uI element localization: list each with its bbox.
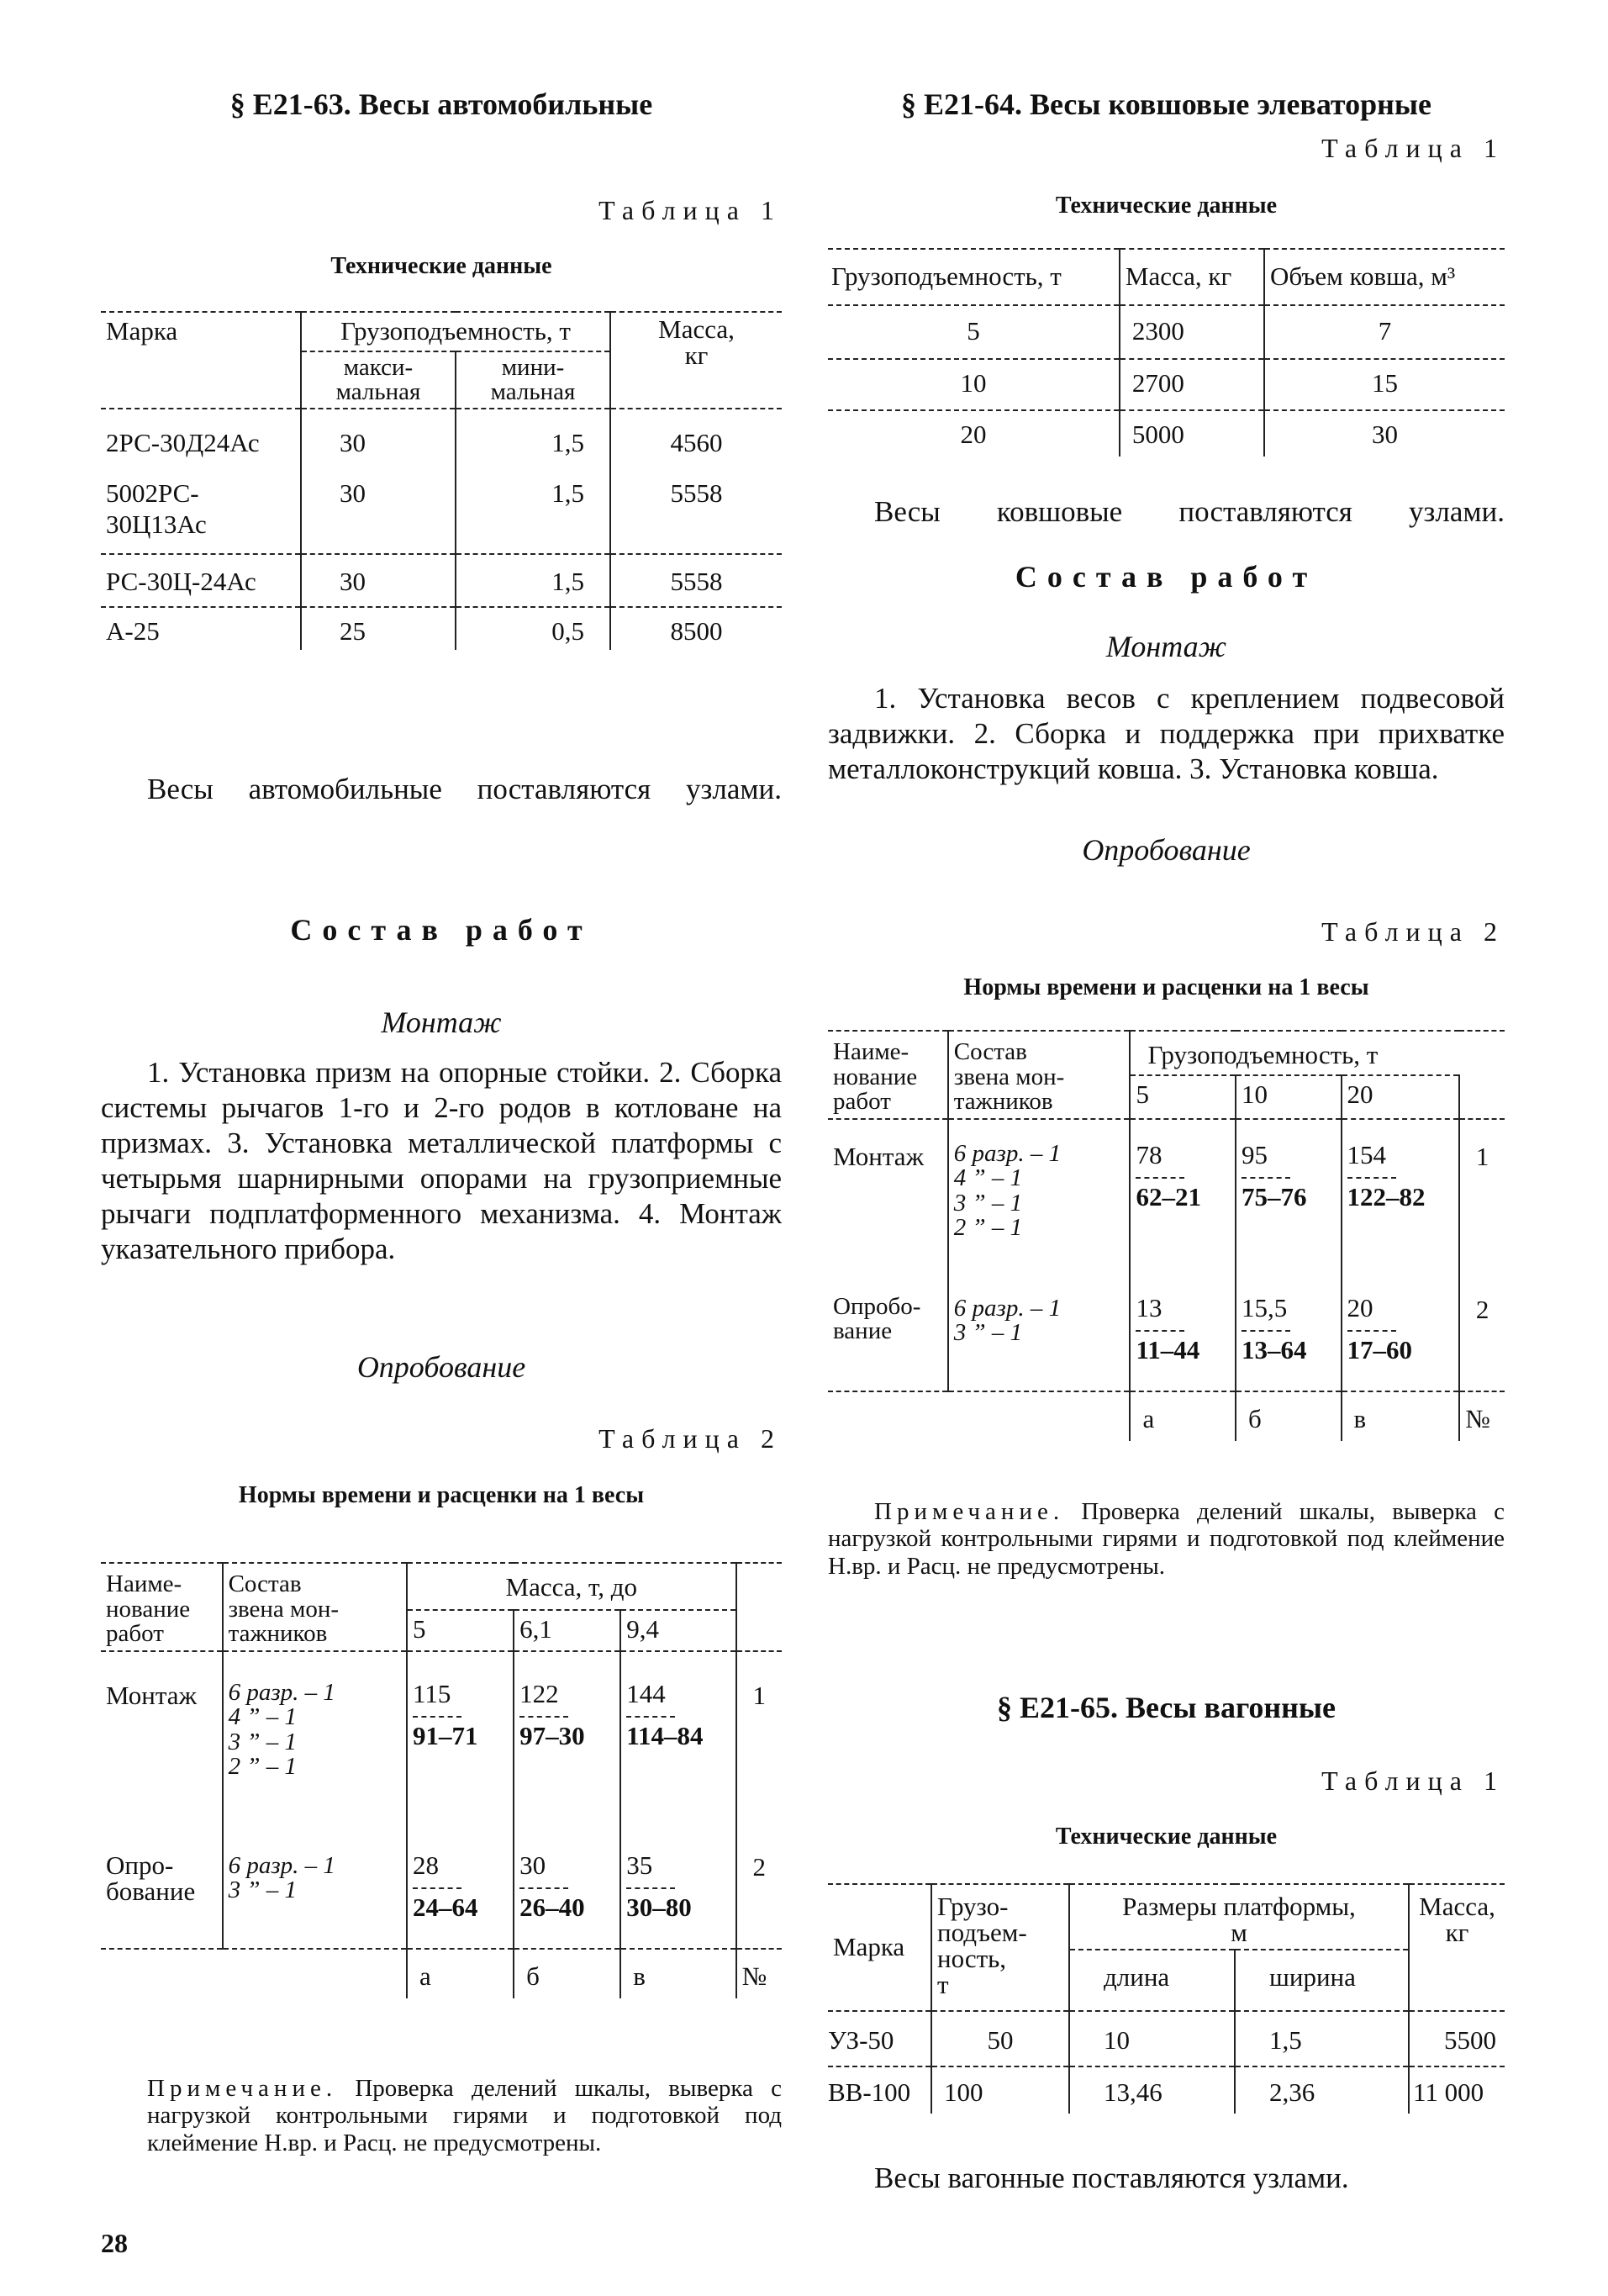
table-row [828, 410, 1505, 457]
cell-min: 0,5 [456, 607, 610, 651]
technical-data-table [828, 248, 1505, 457]
cell-capacity: 100 [931, 2066, 1069, 2114]
montage-text: 1. Установка весов с креплением подвесовой задвижки. 2. Сборка и поддержка при прихватке металлоконструкций ковша. 3. Установка ковша. [828, 682, 1505, 785]
table-row [828, 305, 1505, 360]
norm-cell: $\frac{78}{62-21}$ [1130, 1119, 1236, 1280]
cell-volume: 15 [1264, 359, 1505, 410]
row-crew: 6 разр. – 1 3 ” – 1 [223, 1827, 407, 1949]
header-blank [1459, 1031, 1505, 1119]
cell-mass: 2300 [1120, 305, 1264, 360]
wagon-scales-table [828, 1883, 1505, 2114]
table-row [828, 2066, 1505, 2114]
cell-width: 1,5 [1235, 2011, 1409, 2067]
cell-length: 10 [1069, 2011, 1235, 2067]
header-volume: Объем ковша, м³ [1264, 249, 1505, 305]
footer-col: б [1236, 1391, 1342, 1442]
supply-text: Весы ковшовые поставляются узлами. [874, 495, 1505, 528]
table-title: Технические данные [1055, 193, 1278, 219]
table-label: Таблица 1 [598, 195, 782, 225]
cell-capacity: 10 [828, 359, 1120, 410]
norm-cell: $\frac{15,5}{13-64}$ [1236, 1280, 1342, 1391]
table-title: Технические данные [330, 253, 552, 279]
cell-marka: 2РС-30Д24Ас [101, 409, 301, 476]
cell-mass: 5000 [1120, 410, 1264, 457]
header-capacity: Грузоподъемность, т [828, 249, 1120, 305]
cell-mass: 5500 [1409, 2011, 1505, 2067]
header-capacity-group: Грузоподъемность, т [1130, 1031, 1459, 1075]
table-label: Таблица 2 [1321, 916, 1505, 947]
footer-col: а [407, 1949, 514, 1999]
row-name: Опробо- вание [833, 1292, 921, 1345]
header-mass: Масса, кг [1120, 249, 1264, 305]
table-row [101, 409, 782, 476]
cell-mass: 11 000 [1409, 2066, 1505, 2114]
section-title: Состав работ [1015, 560, 1318, 594]
header-platform: Размеры платформы, м [1069, 1884, 1409, 1950]
row-crew: 6 разр. – 1 3 ” – 1 [948, 1280, 1131, 1391]
cell-volume: 30 [1264, 410, 1505, 457]
header-mass: Масса, кг [1409, 1884, 1505, 2011]
header-col: 5 [1130, 1075, 1236, 1118]
header-name: Наиме- нование работ [828, 1031, 948, 1119]
cell-max: 25 [301, 607, 456, 651]
cell-min: 1,5 [456, 409, 610, 476]
footer-col: в [620, 1949, 735, 1999]
table-row [101, 554, 782, 607]
cell-max: 30 [301, 475, 456, 554]
norm-cell: $\frac{13}{11-44}$ [1130, 1280, 1236, 1391]
header-blank [736, 1563, 782, 1651]
table-title: Нормы времени и расценки на 1 весы [238, 1482, 645, 1508]
footer-col: б [514, 1949, 620, 1999]
footer-col: в [1342, 1391, 1460, 1442]
note: Примечание. Проверка делений шкалы, выверка с нагрузкой контрольными гирями и подготовкой под клеймение Н.вр. и Расц. не предусмотрены. [828, 1498, 1505, 1580]
supply-text: Весы автомобильные поставляются узлами. [147, 773, 782, 805]
header-col: 20 [1342, 1075, 1460, 1118]
table-row [828, 1280, 1505, 1391]
row-name: Опро- бование [106, 1850, 196, 1907]
header-col: 10 [1236, 1075, 1342, 1118]
norm-cell: $\frac{144}{114-84}$ [620, 1651, 735, 1827]
header-width: ширина [1235, 1950, 1409, 2011]
footer-col: № [1459, 1391, 1505, 1442]
cell-mass: 5558 [670, 478, 723, 509]
norm-cell: $\frac{28}{24-64}$ [407, 1827, 514, 1949]
header-min: мини- мальная [456, 351, 610, 409]
header-mass: Масса, кг [610, 312, 782, 409]
cell-marka: А-25 [101, 607, 301, 651]
norm-cell: $\frac{115}{91-71}$ [407, 1651, 514, 1827]
header-col: 9,4 [620, 1610, 735, 1651]
table-footer-row [101, 1949, 782, 1999]
cell-capacity: 20 [960, 419, 987, 449]
table-label: Таблица 1 [1321, 1766, 1505, 1796]
cell-capacity: 5 [828, 305, 1120, 360]
header-crew: Состав звена мон- тажников [223, 1563, 407, 1651]
row-number: 2 [1475, 1294, 1489, 1324]
cell-length: 13,46 [1069, 2066, 1235, 2114]
table-title: Технические данные [1055, 1824, 1278, 1850]
row-crew: 6 разр. – 1 4 ” – 1 3 ” – 1 2 ” – 1 [948, 1119, 1131, 1280]
norm-cell: $\frac{35}{30-80}$ [620, 1827, 735, 1949]
footer-col: № [736, 1949, 782, 1999]
norms-table [101, 1562, 782, 1998]
header-capacity: Грузо- подъем- ность, т [931, 1884, 1069, 2011]
cell-width: 2,36 [1235, 2066, 1409, 2114]
header-name: Наиме- нование работ [101, 1563, 223, 1651]
header-mass-group: Масса, т, до [407, 1563, 736, 1610]
row-name: Монтаж [828, 1119, 948, 1280]
table-row [101, 475, 782, 554]
row-name: Монтаж [101, 1651, 223, 1827]
row-number: 2 [736, 1827, 782, 1949]
footer-col: а [1130, 1391, 1236, 1442]
cell-volume: 7 [1264, 305, 1505, 360]
section-title: Состав работ [290, 913, 593, 947]
section-heading-e21-64: § Е21-64. Весы ковшовые элеваторные [900, 87, 1431, 121]
norms-table [828, 1030, 1505, 1441]
technical-data-table [101, 311, 782, 650]
norm-cell: $\frac{20}{17-60}$ [1342, 1280, 1460, 1391]
table-row [101, 1827, 782, 1949]
subsection-montage: Монтаж [381, 1005, 502, 1039]
table-row [101, 1651, 782, 1827]
header-crew: Состав звена мон- тажников [948, 1031, 1131, 1119]
table-row [828, 359, 1505, 410]
norm-cell: $\frac{95}{75-76}$ [1236, 1119, 1342, 1280]
subsection-testing: Опробование [1082, 833, 1251, 867]
table-footer-row [828, 1391, 1505, 1442]
header-marka: Марка [101, 312, 301, 409]
cell-marka: ВВ-100 [828, 2066, 931, 2114]
norm-cell: $\frac{30}{26-40}$ [514, 1827, 620, 1949]
table-label: Таблица 2 [598, 1423, 782, 1454]
cell-min: 1,5 [456, 554, 610, 607]
note: Примечание. Проверка делений шкалы, выверка с нагрузкой контрольными гирями и подготовкой под клеймение Н.вр. и Расц. не предусмотрены. [147, 2075, 782, 2156]
cell-max: 30 [301, 554, 456, 607]
row-number: 1 [736, 1651, 782, 1827]
norm-cell: $\frac{154}{122-82}$ [1342, 1119, 1460, 1280]
cell-max: 30 [301, 409, 456, 476]
page-number: 28 [101, 2228, 128, 2258]
row-number: 1 [1459, 1119, 1505, 1280]
cell-mass: 2700 [1120, 359, 1264, 410]
table-row [828, 1119, 1505, 1280]
table-title: Нормы времени и расценки на 1 весы [963, 974, 1369, 1000]
cell-capacity: 50 [931, 2011, 1069, 2067]
subsection-montage: Монтаж [1105, 630, 1227, 663]
row-crew: 6 разр. – 1 4 ” – 1 3 ” – 1 2 ” – 1 [223, 1651, 407, 1827]
subsection-testing: Опробование [356, 1350, 526, 1384]
montage-text: 1. Установка призм на опорные стойки. 2. Сборка системы рычагов 1-го и 2-го родов в котловане на призмах. 3. Установка металлической платформы с четырьмя шарнирными опорами на грузоприемные рычаги подплатформенного механизма. 4. Монтаж указательного прибора. [101, 1056, 782, 1265]
cell-marka: РС-30Ц-24Ас [101, 554, 301, 607]
cell-mass: 4560 [610, 409, 782, 476]
cell-marka: 5002РС- 30Ц13Ас [106, 478, 207, 539]
header-max: макси- мальная [301, 351, 456, 409]
header-length: длина [1069, 1950, 1235, 2011]
cell-mass: 8500 [610, 607, 782, 651]
table-row [101, 607, 782, 651]
table-label: Таблица 1 [1321, 133, 1505, 163]
norm-cell: $\frac{122}{97-30}$ [514, 1651, 620, 1827]
table-row [828, 2011, 1505, 2067]
header-col: 6,1 [514, 1610, 620, 1651]
header-marka: Марка [828, 1884, 931, 2011]
supply-text: Весы вагонные поставляются узлами. [874, 2161, 1349, 2194]
cell-marka: УЗ-50 [828, 2011, 931, 2067]
header-capacity: Грузоподъемность, т [301, 312, 610, 351]
cell-min: 1,5 [456, 475, 610, 554]
section-heading-e21-65: § Е21-65. Весы вагонные [997, 1691, 1336, 1724]
cell-mass: 5558 [610, 554, 782, 607]
section-heading-e21-63: § Е21-63. Весы автомобильные [229, 87, 653, 121]
header-col: 5 [407, 1610, 514, 1651]
